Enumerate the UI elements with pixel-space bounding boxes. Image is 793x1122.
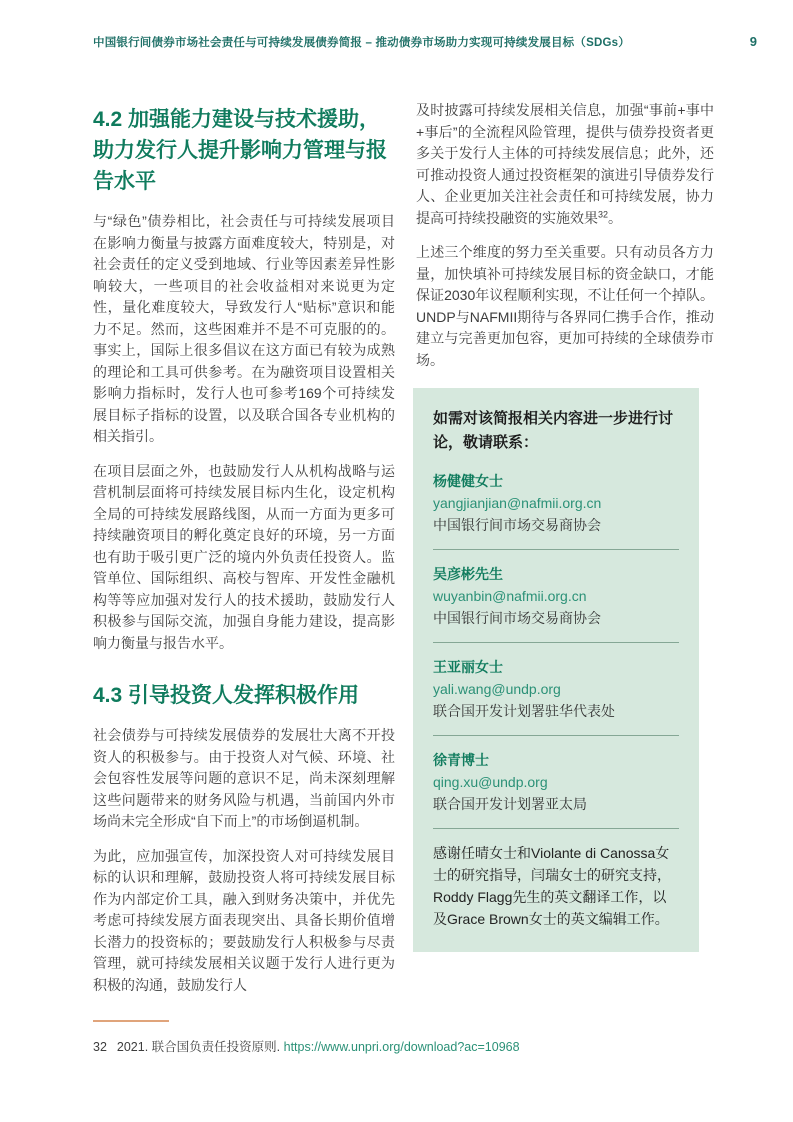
right-paragraph-1-text: 及时披露可持续发展相关信息，加强“事前+事中+事后”的全流程风险管理，提供与债券投资者更多关于发行人主体的可持续发展信息；此外，还可推动投资人通过投资框架的演进引导债券发行人、企业更加关注社会责任和可持续发展，协力提高可持续投融资的实施效果	[416, 102, 714, 226]
section-4-2-paragraph-2: 在项目层面之外，也鼓励发行人从机构战略与运营机制层面将可持续发展目标内生化，设定机构全局的可持续发展路线图，从而一方面为更多可持续融资项目的孵化奠定良好的环境，另一方面也有助于吸引更广泛的境内外负责任投资人。监管单位、国际组织、高校与智库、开发性金融机构等等应加强对发行人的技术援助，鼓励发行人积极参与国际交流，加强自身能力建设，提高影响力衡量与报告水平。	[93, 462, 395, 651]
contact-divider	[433, 828, 679, 829]
footnote-reference-32: 32	[598, 208, 609, 219]
contact-name: 杨健健女士	[433, 473, 503, 489]
contact-email-link[interactable]: yangjianjian@nafmii.org.cn	[433, 495, 602, 511]
contact-info-box	[413, 388, 699, 952]
contact-entry	[433, 563, 679, 629]
section-4-3-heading: 4.3 引导投资人发挥积极作用	[93, 684, 360, 707]
contact-name: 徐青博士	[433, 752, 489, 768]
contact-divider	[433, 735, 679, 736]
contact-entry	[433, 470, 679, 536]
contact-email-link[interactable]: yali.wang@undp.org	[433, 681, 561, 697]
contact-box-title: 如需对该简报相关内容进一步进行讨论，敬请联系：	[433, 410, 674, 451]
contact-email-link[interactable]: qing.xu@undp.org	[433, 774, 548, 790]
footnote-separator-rule	[93, 1020, 169, 1022]
section-4-2-paragraph-1: 与“绿色”债券相比，社会责任与可持续发展项目在影响力衡量与披露方面难度较大，特别是，对社会责任的定义受到地域、行业等因素差异性影响较大，一些项目的社会收益相对来说更为定性，量化难度较大，导致发行人“贴标”意识和能力不足。然而，这些困难并不是不可克服的的。事实上，国际上很多倡议在这方面已有较为成熟的理论和工具可供参考。在为融资项目设置相关影响力指标时，发行人也可参考169个可持续发展目标子指标的设置，以及联合国各专业机构的相关指引。	[93, 213, 395, 444]
right-paragraph-2: 上述三个维度的努力至关重要。只有动员各方力量，加快填补可持续发展目标的资金缺口，才能保证2030年议程顺利实现，不让任何一个掉队。UNDP与NAFMII期待与各界同仁携手合作，推动建立与完善更加包容，更加可持续的全球债券市场。	[416, 244, 714, 368]
contact-email-link[interactable]: wuyanbin@nafmii.org.cn	[433, 588, 587, 604]
contact-organization: 联合国开发计划署驻华代表处	[433, 703, 615, 719]
right-paragraph-1	[416, 100, 714, 229]
contact-entry	[433, 749, 679, 815]
left-column	[93, 100, 395, 1009]
running-head-title: 中国银行间债券市场社会责任与可持续发展债券简报 – 推动债券市场助力实现可持续发展目标（SDGs）	[93, 37, 630, 49]
section-4-3-paragraph-2: 为此，应加强宣传，加深投资人对可持续发展目标的认识和理解，鼓励投资人将可持续发展目标作为内部定价工具，融入到财务决策中，并优先考虑可持续发展方面表现突出、具备长期价值增长潜力的投资标的；要鼓励发行人积极参与尽责管理，就可持续发展相关议题于发行人进行更为积极的沟通，鼓励发行人	[93, 847, 395, 993]
contact-organization: 联合国开发计划署亚太局	[433, 796, 587, 812]
footnote-number: 32	[93, 1040, 107, 1054]
contact-organization: 中国银行间市场交易商协会	[433, 610, 601, 626]
contact-name: 王亚丽女士	[433, 659, 503, 675]
contact-name: 吴彦彬先生	[433, 566, 503, 582]
footnote-url-link[interactable]: https://www.unpri.org/download?ac=10968	[283, 1040, 520, 1054]
page-header	[93, 34, 757, 50]
contact-organization: 中国银行间市场交易商协会	[433, 517, 601, 533]
acknowledgment-text: 感谢任晴女士和Violante di Canossa女士的研究指导，闫瑞女士的研究支持，Roddy Flagg先生的英文翻译工作，以及Grace Brown女士的英文编辑工作。	[433, 845, 671, 927]
page-number: 9	[749, 34, 757, 49]
section-4-2-heading: 4.2 加强能力建设与技术援助，助力发行人提升影响力管理与报告水平	[93, 108, 387, 193]
contact-divider	[433, 549, 679, 550]
footnote-text: 2021. 联合国负责任投资原则.	[116, 1040, 281, 1054]
footnote-32	[93, 1037, 713, 1055]
contact-divider	[433, 642, 679, 643]
footnote-area	[93, 1020, 713, 1055]
section-4-3-paragraph-1: 社会债券与可持续发展债券的发展壮大离不开投资人的积极参与。由于投资人对气候、环境、社会包容性发展等问题的意识不足，尚未深刻理解这些问题带来的财务风险与机遇，当前国内外市场尚未完全形成“自下而上”的市场倒逼机制。	[93, 727, 395, 829]
contact-entry	[433, 656, 679, 722]
right-column	[416, 100, 714, 1009]
content-columns	[93, 100, 714, 1009]
right-paragraph-1-period: 。	[608, 209, 623, 226]
